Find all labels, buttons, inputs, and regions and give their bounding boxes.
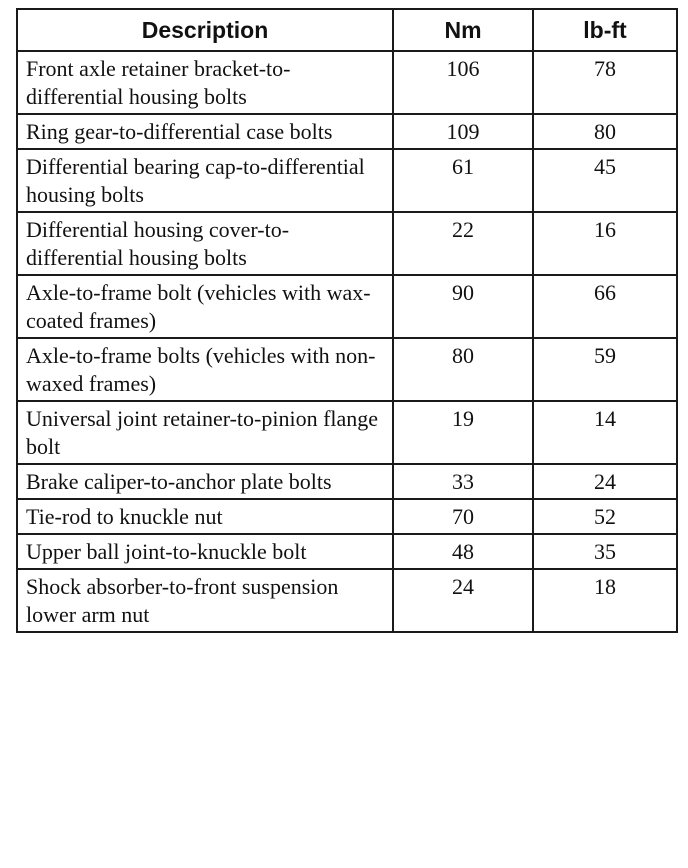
row-description: Differential bearing cap-to-differential housing bolts xyxy=(17,149,393,212)
table-row xyxy=(17,534,677,569)
table-row xyxy=(17,499,677,534)
table-row xyxy=(17,401,677,464)
row-description: Differential housing cover-to-differential housing bolts xyxy=(17,212,393,275)
row-description: Tie-rod to knuckle nut xyxy=(17,499,393,534)
header-lbft: lb-ft xyxy=(533,9,677,51)
row-lbft-value: 45 xyxy=(533,149,677,212)
row-description: Shock absorber-to-front suspension lower arm nut xyxy=(17,569,393,632)
row-description: Axle-to-frame bolt (vehicles with wax-coated frames) xyxy=(17,275,393,338)
table-row xyxy=(17,275,677,338)
row-description: Brake caliper-to-anchor plate bolts xyxy=(17,464,393,499)
row-nm-value: 48 xyxy=(393,534,533,569)
row-lbft-value: 16 xyxy=(533,212,677,275)
row-description: Upper ball joint-to-knuckle bolt xyxy=(17,534,393,569)
row-lbft-value: 80 xyxy=(533,114,677,149)
table-row xyxy=(17,569,677,632)
table-header xyxy=(17,9,677,51)
row-lbft-value: 35 xyxy=(533,534,677,569)
row-lbft-value: 24 xyxy=(533,464,677,499)
row-description: Front axle retainer bracket-to-differential housing bolts xyxy=(17,51,393,114)
row-lbft-value: 18 xyxy=(533,569,677,632)
row-description: Axle-to-frame bolts (vehicles with non-waxed frames) xyxy=(17,338,393,401)
row-nm-value: 33 xyxy=(393,464,533,499)
row-lbft-value: 59 xyxy=(533,338,677,401)
header-nm: Nm xyxy=(393,9,533,51)
row-lbft-value: 78 xyxy=(533,51,677,114)
header-row xyxy=(17,9,677,51)
row-nm-value: 90 xyxy=(393,275,533,338)
table-body xyxy=(17,51,677,632)
table-row xyxy=(17,464,677,499)
row-description: Universal joint retainer-to-pinion flange bolt xyxy=(17,401,393,464)
row-description: Ring gear-to-differential case bolts xyxy=(17,114,393,149)
table-row xyxy=(17,212,677,275)
row-nm-value: 61 xyxy=(393,149,533,212)
header-description: Description xyxy=(17,9,393,51)
row-nm-value: 24 xyxy=(393,569,533,632)
row-nm-value: 109 xyxy=(393,114,533,149)
table-row xyxy=(17,114,677,149)
table-row xyxy=(17,149,677,212)
row-lbft-value: 66 xyxy=(533,275,677,338)
row-nm-value: 106 xyxy=(393,51,533,114)
table-row xyxy=(17,338,677,401)
torque-specifications-table xyxy=(16,8,678,633)
table-row xyxy=(17,51,677,114)
row-nm-value: 80 xyxy=(393,338,533,401)
row-nm-value: 19 xyxy=(393,401,533,464)
row-nm-value: 22 xyxy=(393,212,533,275)
row-nm-value: 70 xyxy=(393,499,533,534)
row-lbft-value: 52 xyxy=(533,499,677,534)
row-lbft-value: 14 xyxy=(533,401,677,464)
